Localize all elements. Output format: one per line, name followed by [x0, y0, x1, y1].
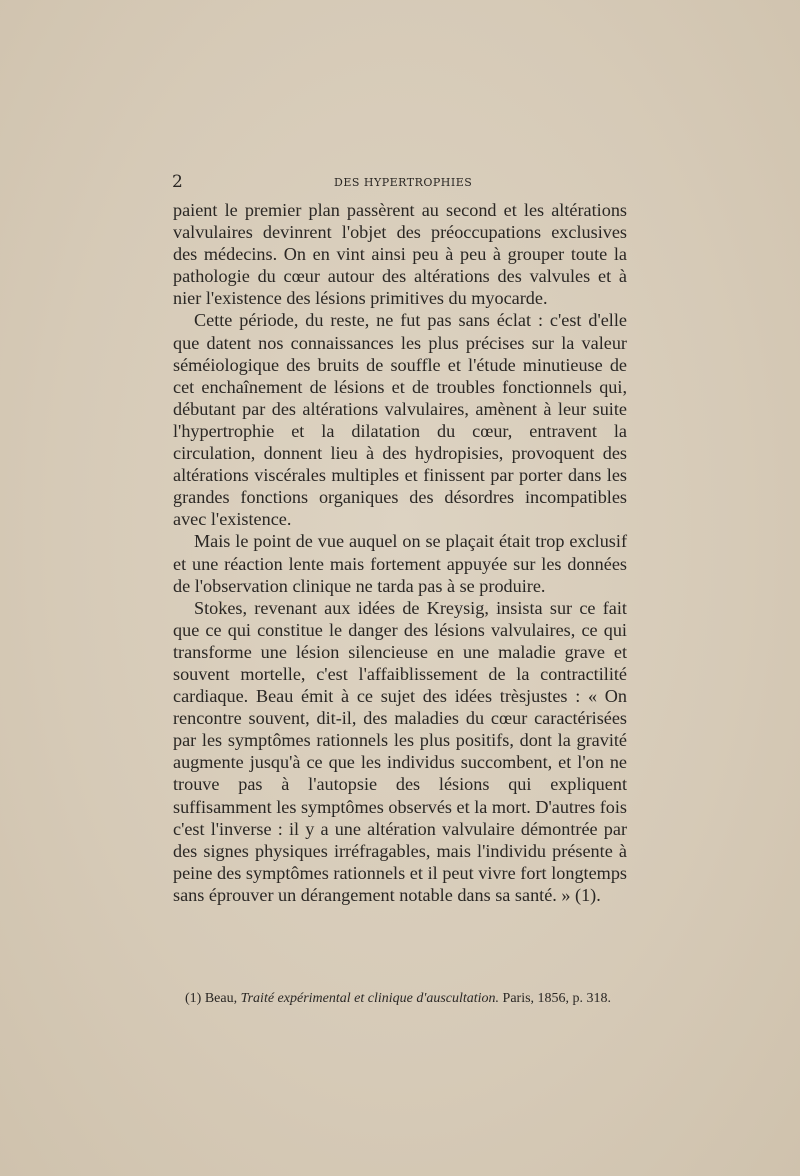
paragraph-3: Mais le point de vue auquel on se plaçait était trop exclusif et une réaction lente mais fortement appuyée sur les données de l'observation clinique ne tarda pas à se produire.: [173, 531, 627, 596]
footnote-author: Beau,: [204, 991, 238, 1006]
footnote-rest: Paris, 1856, p. 318.: [502, 991, 612, 1006]
footnote-marker: (1): [185, 991, 202, 1006]
running-title: DES HYPERTROPHIES: [334, 176, 473, 189]
paragraph-4: Stokes, revenant aux idées de Kreysig, insista sur ce fait que ce qui constitue le danger des lésions valvulaires, ce qui transforme une lésion silencieuse en une maladie grave et souvent mortelle, c'est l'affaiblissement de la contractilité cardiaque. Beau émit à ce sujet des idées trèsjustes : « On rencontre souvent, dit-il, des maladies du cœur caractérisées par les symptômes rationnels les plus positifs, dont la gravité augmente jusqu'à ce que les individus succombent, et l'on ne trouve pas à l'autopsie des lésions qui expliquent suffisamment les symptômes observés et la mort. D'autres fois c'est l'inverse : il y a une altération valvulaire démontrée par des signes physiques irréfragables, mais l'individu présente à peine des symptômes rationnels et il peut vivre fort longtemps sans éprouver un dérangement notable dans sa santé. » (1).: [173, 597, 628, 905]
running-head: [172, 172, 628, 194]
footnote: [173, 990, 627, 1008]
paragraph-1: paient le premier plan passèrent au second et les altérations valvulaires devinrent l'objet des préoccupations exclusives des médecins. On en vint ainsi peu à peu à grouper toute la pathologie du cœur autour des altérations des valvules et à nier l'existence des lésions primitives du myocarde.: [173, 200, 627, 309]
page-number: 2: [172, 172, 183, 192]
footnote-title: Traité expérimental et clinique d'auscultation.: [240, 991, 500, 1006]
paragraph-2: Cette période, du reste, ne fut pas sans éclat : c'est d'elle que datent nos connaissances les plus précises sur la valeur séméiologique des bruits de souffle et l'étude minutieuse de cet enchaînement de lésions et de troubles fonctionnels qui, débutant par des altérations valvulaires, amènent à leur suite l'hypertrophie et la dilatation du cœur, entravent la circulation, donnent lieu à des hydropisies, provoquent des altérations viscérales multiples et finissent par porter dans les grandes fonctions organiques des désordres incompatibles avec l'existence.: [173, 310, 627, 530]
body-text: [173, 199, 627, 906]
